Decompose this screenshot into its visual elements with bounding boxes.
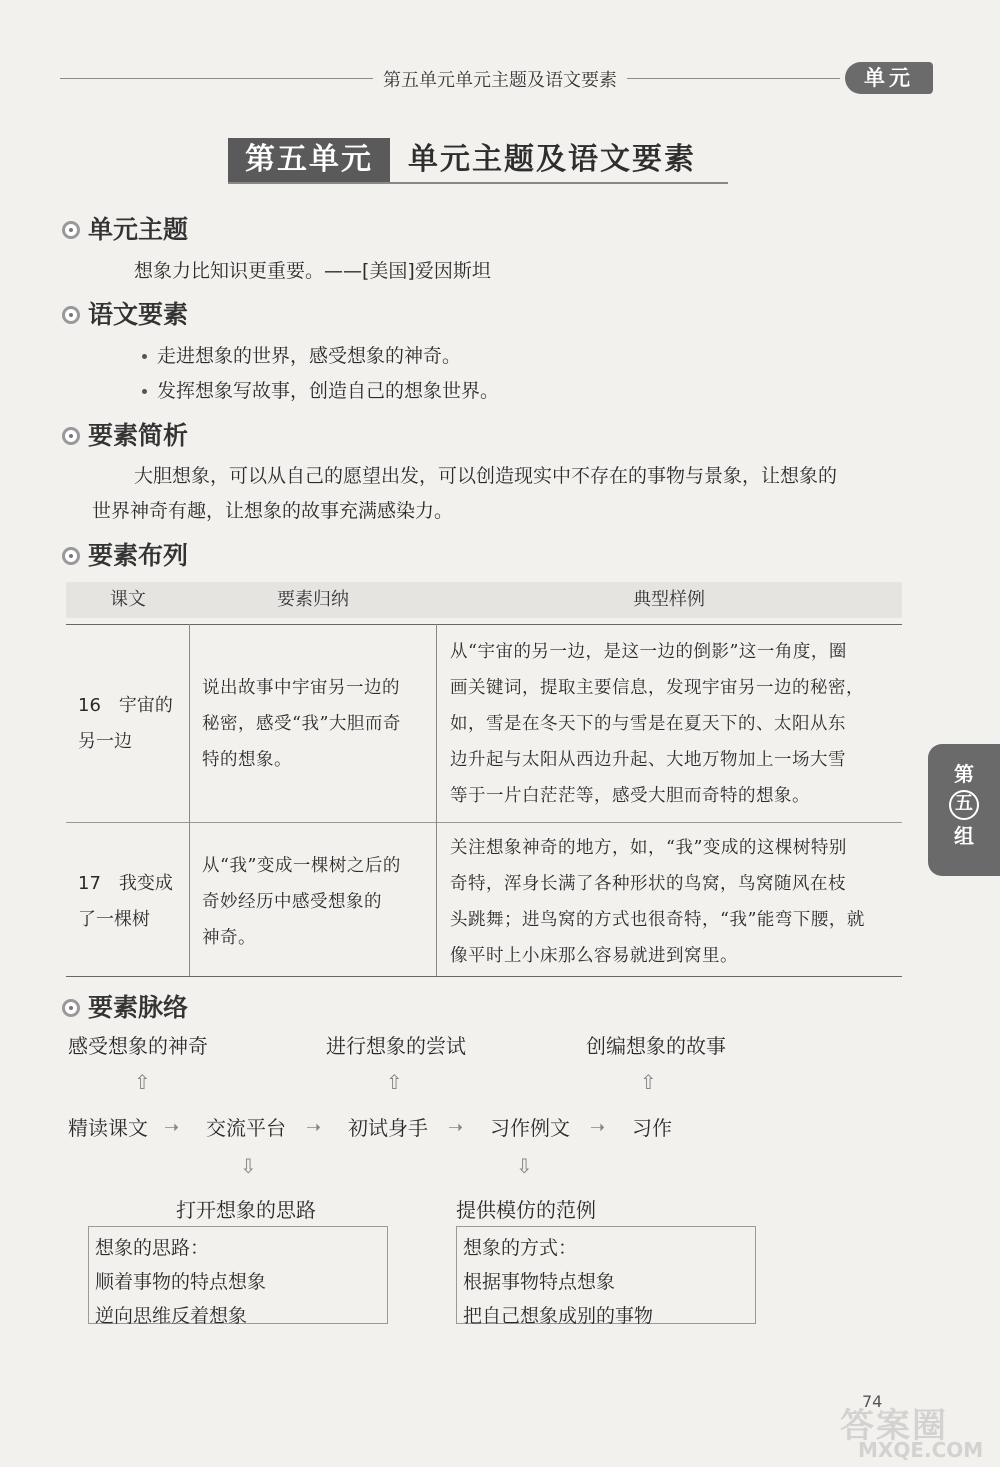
table-row-1-example: 从“宇宙的另一边，是这一边的倒影”这一角度，圈 画关键词，提取主要信息，发现宇宙另一边的秘密， 如，雪是在冬天下的与雪是在夏天下的、太阳从东 边升起与太阳从西边升起、大地万物加上一场大雪 等于一片白茫茫等，感受大胆而奇特的想象。 (450, 642, 864, 806)
table-divider (189, 624, 190, 976)
analysis-line: 大胆想象，可以从自己的愿望出发，可以创造现实中不存在的事物与景象，让想象的 (134, 465, 838, 487)
page-number: 74 (862, 1392, 883, 1411)
map-pin-icon (62, 221, 80, 239)
arrow-right-icon: ➝ (590, 1117, 606, 1138)
table-row-2-example: 关注想象神奇的地方，如，“我”变成的这棵树特别 奇特，浑身长满了各种形状的鸟窝，鸟窝随风在枝 头跳舞；进鸟窝的方式也很奇特，“我”能弯下腰，就 像平时上小床那么容易就进到窝里。 (450, 838, 865, 966)
flow-bottom-label: 打开想象的思路 (176, 1198, 316, 1222)
section-elements-heading: 语文要素 (62, 299, 188, 331)
column-header: 课文 (110, 589, 146, 610)
flow-top-label: 进行想象的尝试 (326, 1034, 466, 1058)
table-row-2-summary: 从“我”变成一棵树之后的 奇妙经历中感受想象的 神奇。 (202, 856, 401, 948)
unit-label: 单元 (845, 62, 933, 94)
side-unit-tab: 第 五 组 (928, 744, 1000, 876)
bullet-icon (142, 389, 147, 394)
table-rule (66, 976, 902, 977)
running-title: 第五单元单元主题及语文要素 (0, 66, 1000, 92)
map-pin-icon (62, 547, 80, 565)
map-pin-icon (62, 427, 80, 445)
map-pin-icon (62, 999, 80, 1017)
table-row-1-lesson: 16 宇宙的 另一边 (78, 695, 173, 752)
element-item: 发挥想象写故事，创造自己的想象世界。 (142, 377, 499, 405)
bullet-icon (142, 354, 147, 359)
section-layout-heading: 要素布列 (62, 540, 188, 572)
arrow-right-icon: ➝ (448, 1117, 464, 1138)
watermark-logo: 答案圈 (840, 1406, 948, 1446)
flow-step: 习作 (632, 1116, 672, 1140)
title-underline (228, 182, 728, 184)
arrow-down-icon: ⇩ (240, 1154, 257, 1178)
flow-step: 初试身手 (348, 1116, 428, 1140)
idea-box-left: 想象的思路： 顺着事物的特点想象 逆向思维反着想象 (88, 1226, 388, 1324)
flow-top-label: 感受想象的神奇 (68, 1034, 208, 1058)
section-theme-heading: 单元主题 (62, 214, 188, 246)
arrow-right-icon: ➝ (306, 1117, 322, 1138)
flow-bottom-label: 提供模仿的范例 (456, 1198, 596, 1222)
watermark-url: MXQE.COM (858, 1438, 984, 1462)
page-title: 单元主题及语文要素 (408, 142, 696, 177)
title-unit-box: 第五单元 (228, 138, 390, 182)
arrow-up-icon: ⇧ (386, 1070, 403, 1094)
column-header: 要素归纳 (277, 589, 349, 610)
arrow-down-icon: ⇩ (516, 1154, 533, 1178)
idea-box-right: 想象的方式： 根据事物特点想象 把自己想象成别的事物 (456, 1226, 756, 1324)
table-rule (66, 822, 902, 823)
section-analysis-heading: 要素简析 (62, 420, 188, 452)
table-row-1-summary: 说出故事中宇宙另一边的 秘密，感受“我”大胆而奇 特的想象。 (202, 678, 401, 770)
flow-step: 习作例文 (490, 1116, 570, 1140)
table-rule (66, 624, 902, 625)
analysis-line: 世界神奇有趣，让想象的故事充满感染力。 (92, 500, 454, 522)
arrow-up-icon: ⇧ (134, 1070, 151, 1094)
arrow-up-icon: ⇧ (640, 1070, 657, 1094)
table-row-2-lesson: 17 我变成 了一棵树 (78, 873, 173, 930)
flow-top-label: 创编想象的故事 (586, 1034, 726, 1058)
theme-quote: 想象力比知识更重要。——[美国]爱因斯坦 (134, 260, 491, 282)
column-header: 典型样例 (633, 589, 705, 610)
flow-step: 精读课文 (68, 1116, 148, 1140)
section-flow-heading: 要素脉络 (62, 992, 188, 1024)
table-divider (436, 624, 437, 976)
arrow-right-icon: ➝ (164, 1117, 180, 1138)
element-item: 走进想象的世界，感受想象的神奇。 (142, 342, 461, 370)
map-pin-icon (62, 306, 80, 324)
flow-step: 交流平台 (206, 1116, 286, 1140)
